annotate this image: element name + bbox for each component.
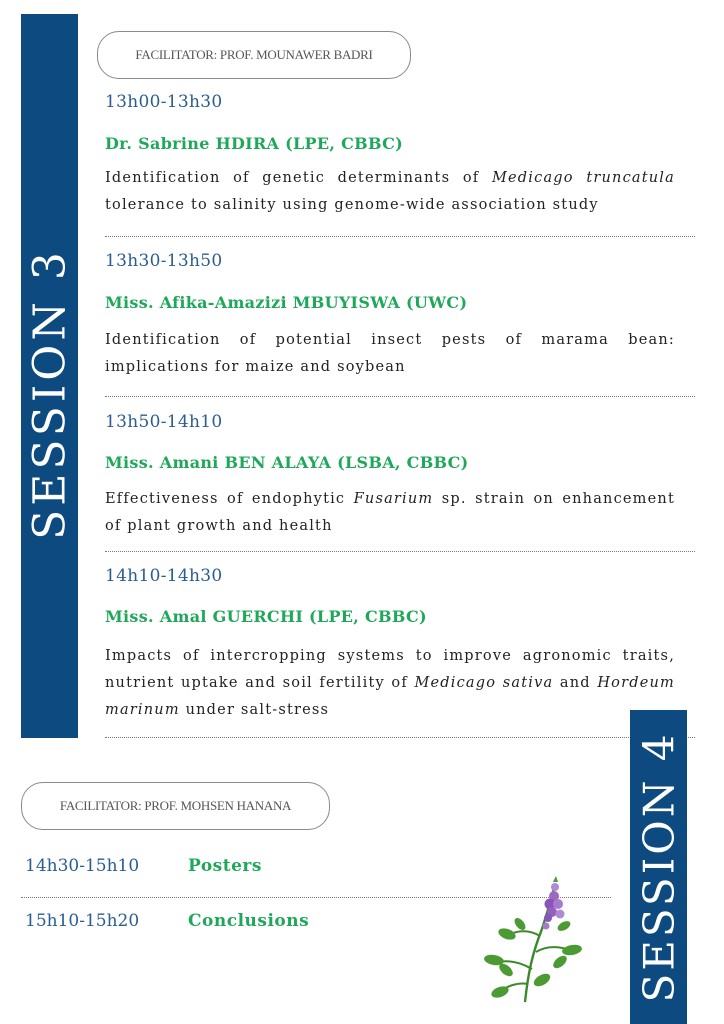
title-text: Identification of genetic determinants of xyxy=(105,170,492,186)
session-3-label: SESSION 3 xyxy=(24,248,75,540)
talk-4-speaker: Miss. Amal GUERCHI (LPE, CBBC) xyxy=(105,607,427,626)
item-time: 15h10-15h20 xyxy=(25,911,140,931)
item-name: Posters xyxy=(188,856,262,876)
title-text: under salt-stress xyxy=(179,702,330,718)
talk-3-speaker: Miss. Amani BEN ALAYA (LSBA, CBBC) xyxy=(105,453,469,472)
alfalfa-plant-icon xyxy=(480,874,590,1004)
talk-1-speaker: Dr. Sabrine HDIRA (LPE, CBBC) xyxy=(105,134,404,153)
session-4-label: SESSION 4 xyxy=(634,731,683,1003)
facilitator-pill-session-4: FACILITATOR: PROF. MOHSEN HANANA xyxy=(21,782,330,830)
talk-1-time: 13h00-13h30 xyxy=(105,92,223,112)
separator xyxy=(105,396,695,397)
title-text: Impacts of intercropping systems to improve agronomic traits, nutrient uptake and soil fertility of xyxy=(105,648,675,691)
separator xyxy=(105,551,695,552)
italic-term: Medicago truncatula xyxy=(491,170,675,186)
talk-2-speaker: Miss. Afika-Amazizi MBUYISWA (UWC) xyxy=(105,293,468,312)
talk-4-time: 14h10-14h30 xyxy=(105,566,223,586)
title-text: sp. strain on enhancement of plant growth and health xyxy=(105,491,675,534)
separator xyxy=(105,236,695,237)
talk-2-title xyxy=(105,327,675,381)
title-text: tolerance to salinity using genome-wide association study xyxy=(105,197,599,213)
session-4-bar xyxy=(630,710,687,1024)
session-3-bar xyxy=(21,14,78,738)
title-text: Effectiveness of endophytic xyxy=(105,491,354,507)
talk-1-title xyxy=(105,165,675,219)
talk-4-title xyxy=(105,643,675,724)
talk-2-time: 13h30-13h50 xyxy=(105,251,223,271)
italic-term: Medicago sativa xyxy=(414,675,554,691)
talk-3-time: 13h50-14h10 xyxy=(105,412,223,432)
item-time: 14h30-15h10 xyxy=(25,856,140,876)
item-name: Conclusions xyxy=(188,911,310,931)
talk-3-title xyxy=(105,486,675,540)
separator xyxy=(105,737,695,738)
italic-term: Fusarium xyxy=(353,491,434,507)
title-text: and xyxy=(553,675,598,691)
facilitator-pill-session-3: FACILITATOR: PROF. MOUNAWER BADRI xyxy=(97,31,411,79)
italic-term: Hordeum marinum xyxy=(105,675,675,718)
title-text: Identification of potential insect pests of marama bean: implications for maize and soybean xyxy=(105,332,675,375)
